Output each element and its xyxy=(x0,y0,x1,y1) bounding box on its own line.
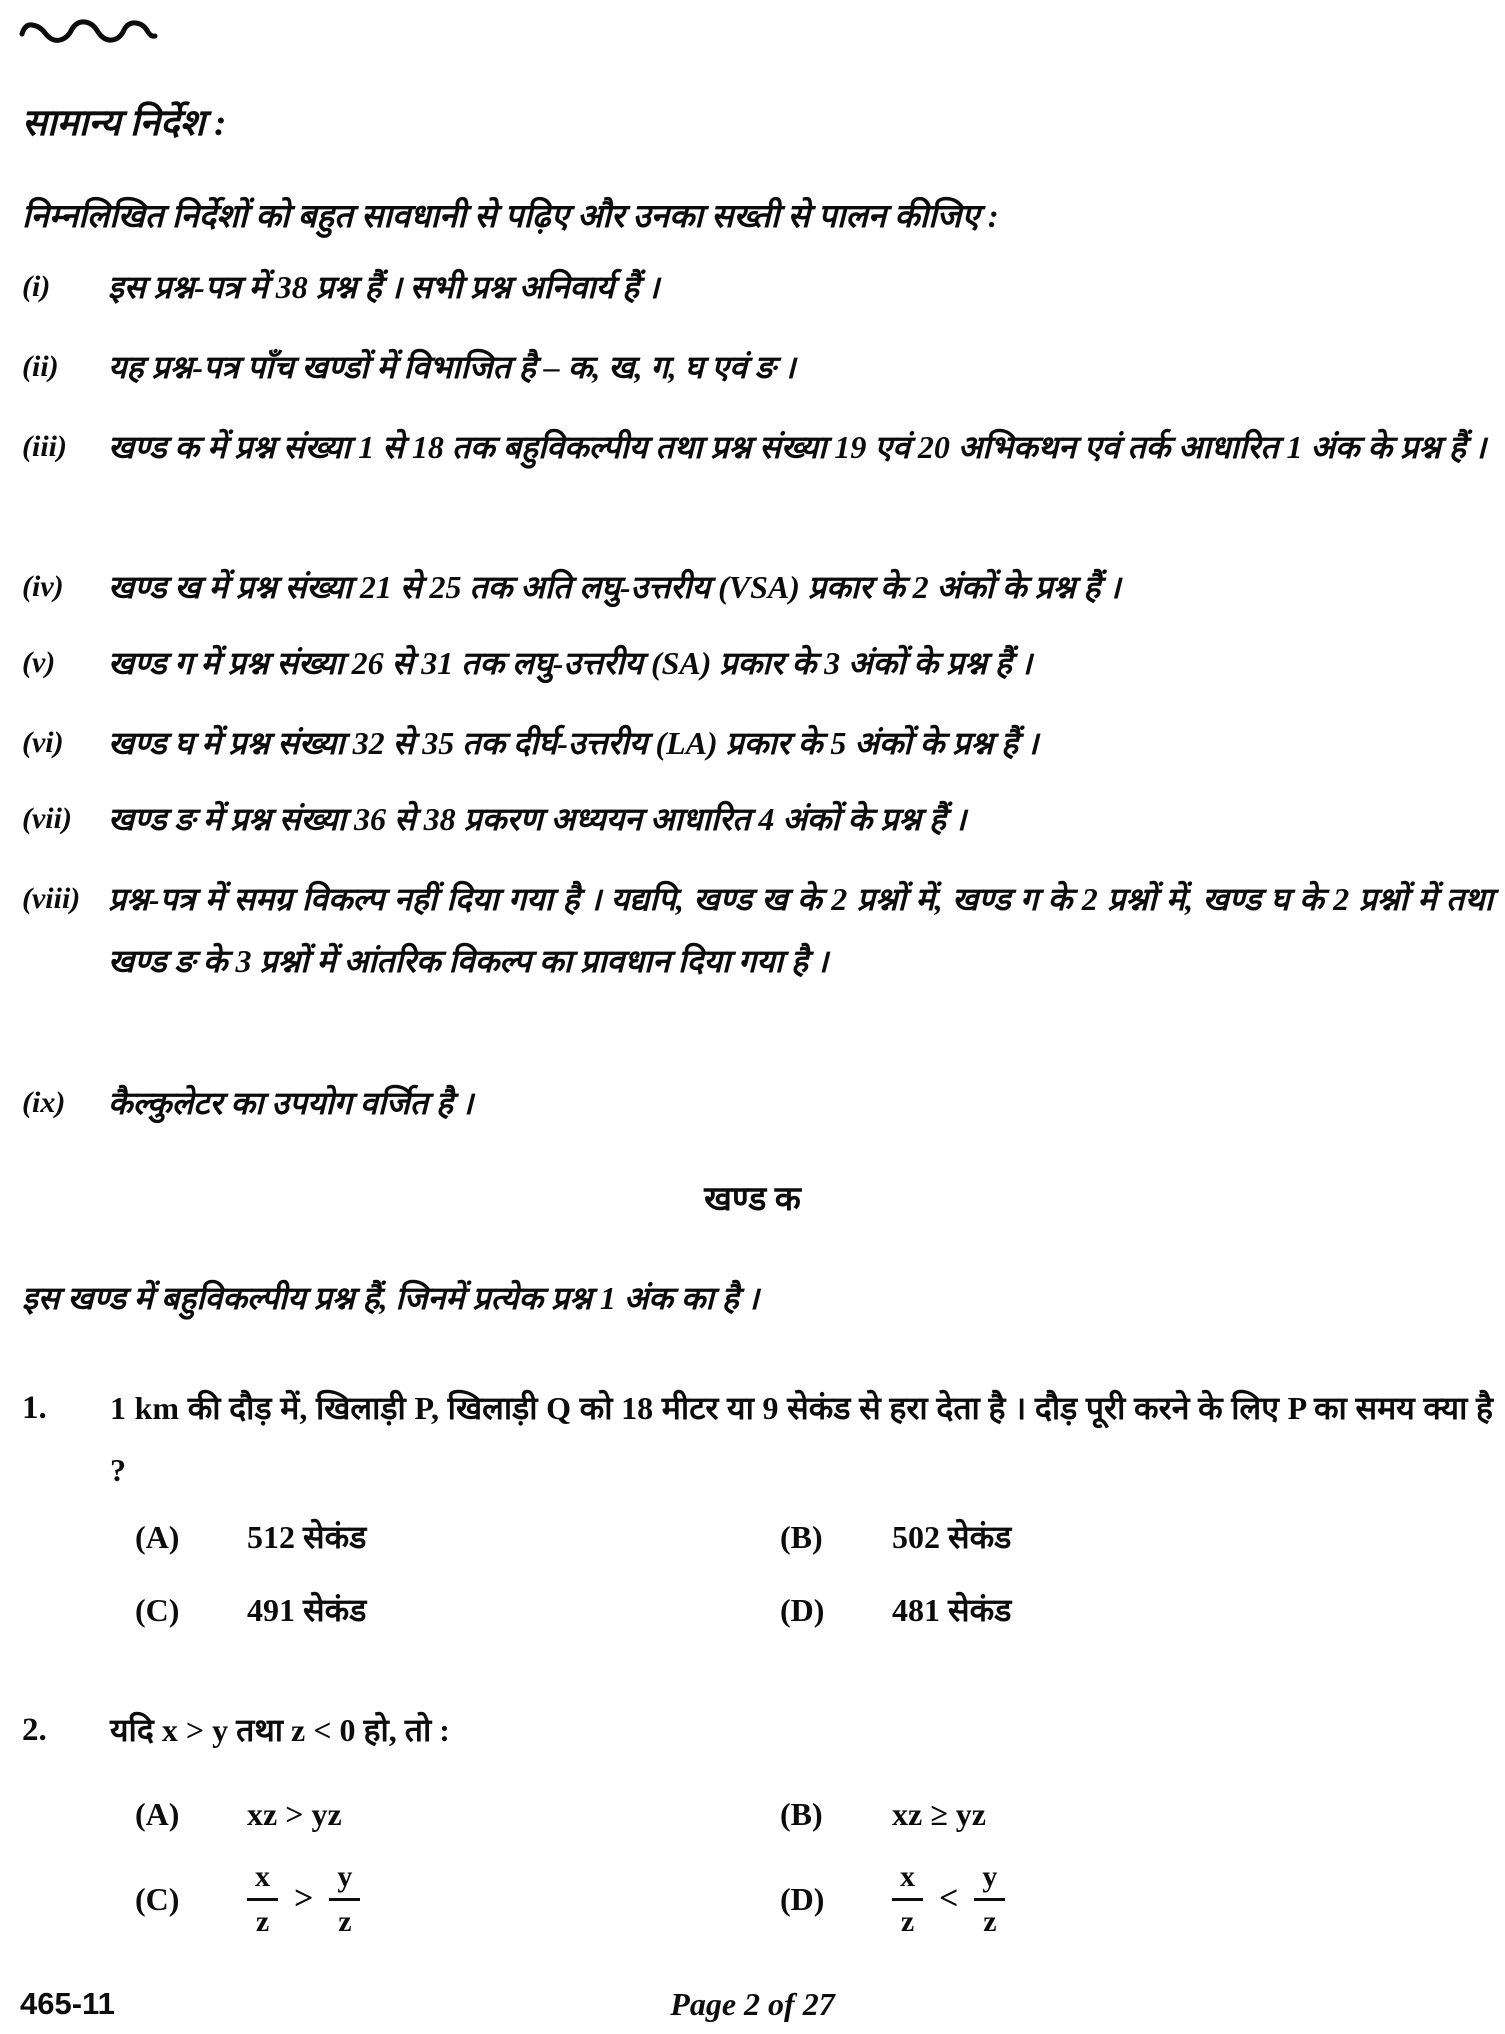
general-instructions-intro: निम्नलिखित निर्देशों को बहुत सावधानी से पढ़िए और उनका सख्ती से पालन कीजिए : xyxy=(22,199,999,235)
option-label: (A) xyxy=(135,1519,180,1555)
instruction-number: (iii) xyxy=(22,430,67,463)
option-text: xz > yz xyxy=(247,1796,342,1832)
option-label: (D) xyxy=(780,1880,825,1917)
fraction-numerator: x xyxy=(892,1858,923,1901)
fraction xyxy=(892,1858,923,1939)
q1-option-c xyxy=(135,1579,366,1641)
question-1 xyxy=(22,1377,1493,1501)
instruction-number: (iv) xyxy=(22,570,64,603)
instruction-text: खण्ड घ में प्रश्न संख्या 32 से 35 तक दीर्घ-उत्तरीय (LA) प्रकार के 5 अंकों के प्रश्न हैं । xyxy=(108,725,1039,761)
instruction-text: प्रश्न-पत्र में समग्र विकल्प नहीं दिया गया है । यद्यपि, खण्ड ख के 2 प्रश्नों में, खण्ड ग के 2 प्रश्नों में, खण्ड घ के 2 प्रश्नों में तथा खण्ड ङ के 3 प्रश्नों में आंतरिक विकल्प का प्रावधान दिया गया है । xyxy=(108,881,1493,979)
question-number: 1. xyxy=(22,1390,47,1426)
general-instructions-heading: सामान्य निर्देश : xyxy=(22,103,227,144)
instruction-number: (v) xyxy=(22,646,56,679)
comparison-operator: > xyxy=(294,1879,314,1917)
squiggle-mark-icon xyxy=(18,14,158,48)
option-label: (B) xyxy=(780,1519,823,1555)
instruction-item-viii xyxy=(22,868,1493,992)
paper-code: 465-11 xyxy=(20,1986,115,2021)
instruction-item-i xyxy=(22,256,1493,318)
instruction-item-ii xyxy=(22,336,1493,398)
q2-option-d xyxy=(780,1858,1005,1939)
q1-option-b xyxy=(780,1506,1011,1568)
option-text: xz ≥ yz xyxy=(892,1796,986,1832)
question-2 xyxy=(22,1699,1493,1761)
fraction xyxy=(974,1858,1005,1939)
option-text: 502 सेकंड xyxy=(892,1519,1012,1555)
q2-option-c xyxy=(135,1858,360,1939)
instruction-item-iii xyxy=(22,416,1493,478)
fraction-expression xyxy=(892,1858,1005,1939)
instruction-text: कैल्कुलेटर का उपयोग वर्जित है । xyxy=(108,1085,474,1121)
option-label: (D) xyxy=(780,1592,825,1628)
comparison-operator: < xyxy=(939,1879,959,1917)
option-label: (C) xyxy=(135,1592,180,1628)
instruction-number: (ii) xyxy=(22,350,59,383)
instruction-text: खण्ड ङ में प्रश्न संख्या 36 से 38 प्रकरण अध्ययन आधारित 4 अंकों के प्रश्न हैं । xyxy=(108,801,967,837)
instruction-item-vii xyxy=(22,788,1493,850)
fraction-expression xyxy=(247,1858,360,1939)
question-text: यदि x > y तथा z < 0 हो, तो : xyxy=(110,1712,450,1748)
fraction-numerator: y xyxy=(974,1858,1005,1901)
section-a-intro: इस खण्ड में बहुविकल्पीय प्रश्न हैं, जिनमें प्रत्येक प्रश्न 1 अंक का है । xyxy=(22,1280,759,1316)
option-text: 491 सेकंड xyxy=(247,1592,367,1628)
option-label: (C) xyxy=(135,1880,180,1917)
page-number: Page 2 of 27 xyxy=(670,1986,835,2022)
fraction xyxy=(329,1858,360,1939)
instruction-number: (i) xyxy=(22,270,51,303)
instruction-text: खण्ड ग में प्रश्न संख्या 26 से 31 तक लघु-उत्तरीय (SA) प्रकार के 3 अंकों के प्रश्न हैं । xyxy=(108,645,1033,681)
q1-option-a xyxy=(135,1506,366,1568)
instruction-number: (vii) xyxy=(22,802,72,835)
option-text: 481 सेकंड xyxy=(892,1592,1012,1628)
q2-option-a xyxy=(135,1783,342,1845)
instruction-text: खण्ड क में प्रश्न संख्या 1 से 18 तक बहुविकल्पीय तथा प्रश्न संख्या 19 एवं 20 अभिकथन एवं तर्क आधारित 1 अंक के प्रश्न हैं । xyxy=(108,429,1487,465)
fraction-denominator: z xyxy=(338,1905,352,1938)
instruction-number: (vi) xyxy=(22,726,64,759)
fraction xyxy=(247,1858,278,1939)
section-a-heading: खण्ड क xyxy=(704,1181,801,1218)
fraction-denominator: z xyxy=(255,1905,270,1938)
instruction-text: इस प्रश्न-पत्र में 38 प्रश्न हैं । सभी प्रश्न अनिवार्य हैं । xyxy=(108,269,660,305)
instruction-item-iv xyxy=(22,556,1493,618)
fraction-numerator: y xyxy=(329,1858,360,1901)
instruction-text: खण्ड ख में प्रश्न संख्या 21 से 25 तक अति लघु-उत्तरीय (VSA) प्रकार के 2 अंकों के प्रश्न हैं । xyxy=(108,569,1121,605)
instruction-item-v xyxy=(22,632,1493,694)
instruction-number: (viii) xyxy=(22,882,81,915)
question-text: 1 km की दौड़ में, खिलाड़ी P, खिलाड़ी Q को 18 मीटर या 9 सेकंड से हरा देता है । दौड़ पूरी करने के लिए P का समय क्या है ? xyxy=(110,1390,1493,1488)
instruction-number: (ix) xyxy=(22,1086,66,1119)
option-label: (A) xyxy=(135,1796,180,1832)
option-text: 512 सेकंड xyxy=(247,1519,367,1555)
q2-option-b xyxy=(780,1783,986,1845)
instruction-text: यह प्रश्न-पत्र पाँच खण्डों में विभाजित है – क, ख, ग, घ एवं ङ । xyxy=(108,349,796,385)
q1-option-d xyxy=(780,1579,1011,1641)
fraction-denominator: z xyxy=(900,1905,915,1938)
instruction-item-ix xyxy=(22,1072,1493,1134)
option-label: (B) xyxy=(780,1796,823,1832)
fraction-denominator: z xyxy=(983,1905,997,1938)
instruction-item-vi xyxy=(22,712,1493,774)
fraction-numerator: x xyxy=(247,1858,278,1901)
question-number: 2. xyxy=(22,1712,47,1748)
